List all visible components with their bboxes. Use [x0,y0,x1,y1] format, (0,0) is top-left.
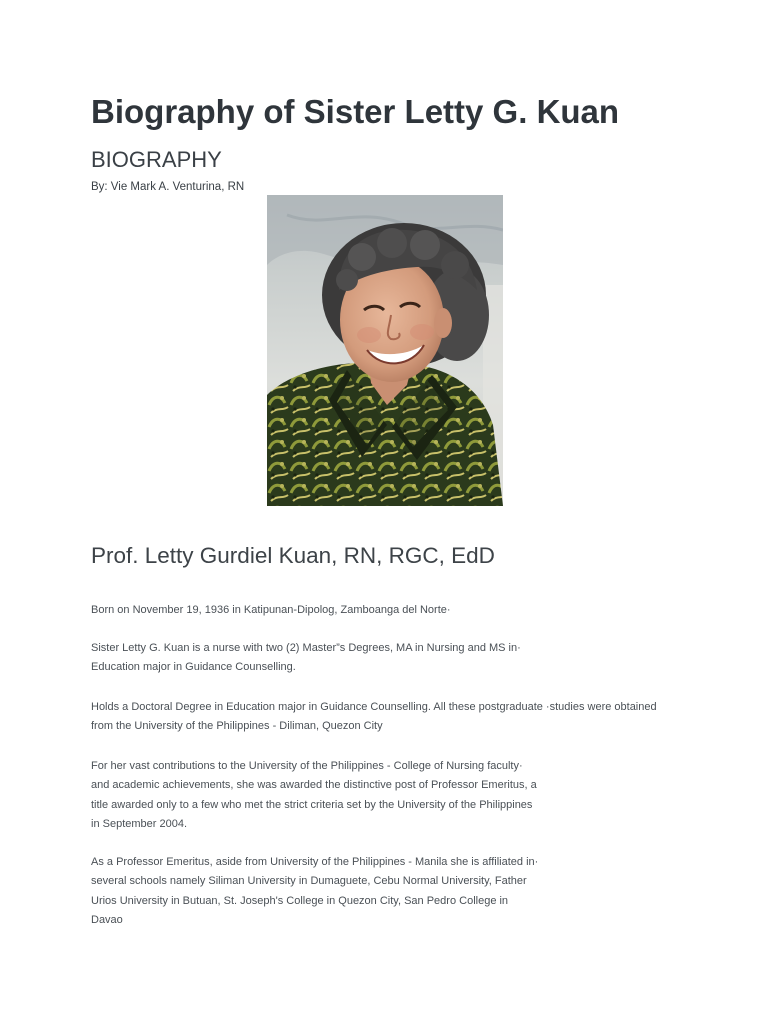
paragraph-line: For her vast contributions to the University of the Philippines - College of Nursing faculty· [91,760,523,772]
paragraph-line: in September 2004. [91,817,188,830]
paragraph-line: Holds a Doctoral Degree in Education major in Guidance Counselling. All these postgraduate ·studies were obtained [91,701,657,713]
paragraph-line: Education major in Guidance Counselling. [91,661,296,674]
paragraph-line: As a Professor Emeritus, aside from University of the Philippines - Manila she is affiliated in· [91,856,539,868]
paragraph-birth [91,601,691,620]
paragraph-line: Davao [91,913,123,926]
paragraph-degrees [91,639,691,678]
paragraph-affiliations [91,853,691,930]
portrait-photo [267,195,503,506]
paragraph-line: several schools namely Siliman University in Dumaguete, Cebu Normal University, Father [91,875,527,888]
subject-name-heading: Prof. Letty Gurdiel Kuan, RN, RGC, EdD [91,543,495,568]
paragraph-line: title awarded only to a few who met the strict criteria set by the University of the Philippines [91,798,533,811]
paragraph-line: Sister Letty G. Kuan is a nurse with two (2) Master”s Degrees, MA in Nursing and MS in· [91,642,521,654]
paragraph-line: Urios University in Butuan, St. Joseph's College in Quezon City, San Pedro College in [91,894,509,907]
author-byline: By: Vie Mark A. Venturina, RN [91,181,245,193]
page-title: Biography of Sister Letty G. Kuan [91,93,620,130]
section-label: BIOGRAPHY [91,147,222,172]
paragraph-doctorate [91,698,691,737]
paragraph-line: from the University of the Philippines - Diliman, Quezon City [91,720,383,733]
paragraph-line: Born on November 19, 1936 in Katipunan-Dipolog, Zamboanga del Norte· [91,604,451,616]
paragraph-emeritus [91,757,691,834]
paragraph-line: and academic achievements, she was awarded the distinctive post of Professor Emeritus, a [91,779,537,792]
